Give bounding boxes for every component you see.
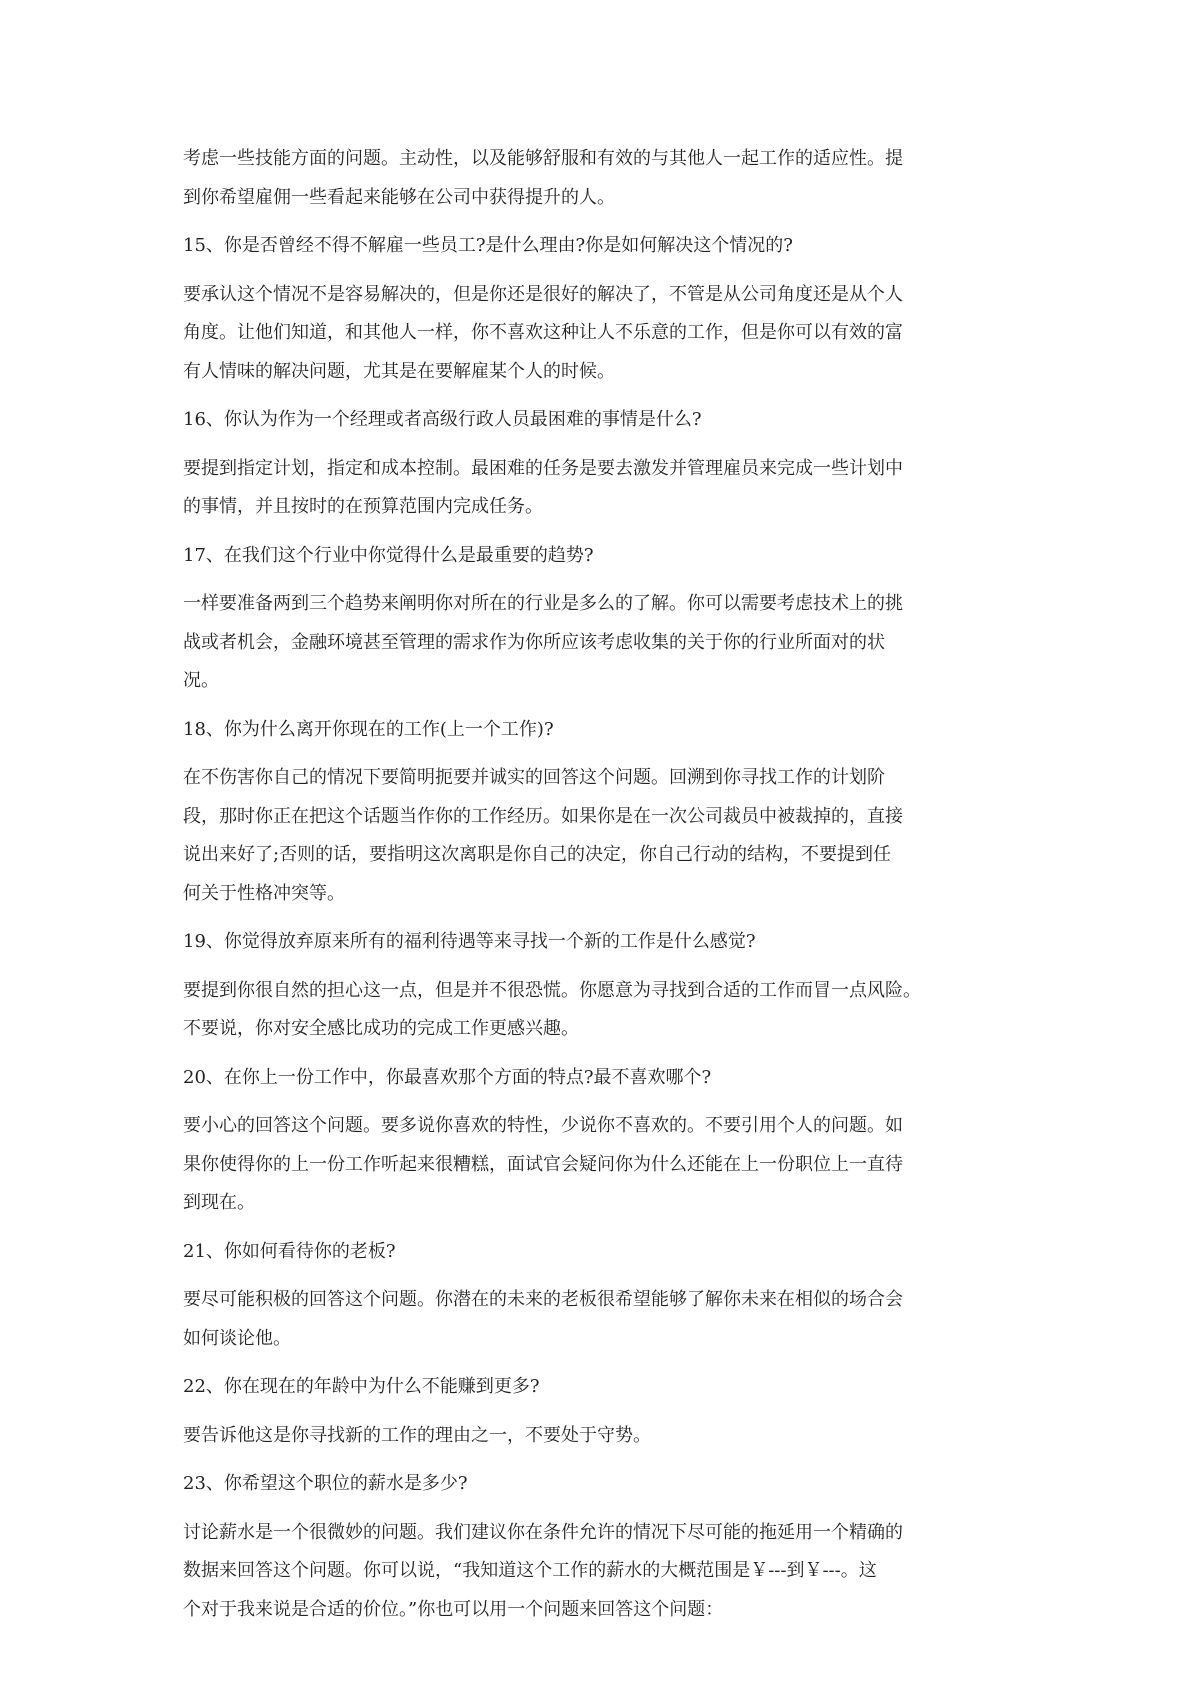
answer-paragraph: 一样要准备两到三个趋势来阐明你对所在的行业是多么的了解。你可以需要考虑技术上的挑 战或者机会，金融环境甚至管理的需求作为你所应该考虑收集的关于你的行业所面对的状 况。: [183, 593, 903, 691]
question-heading: 16、你认为作为一个经理或者高级行政人员最困难的事情是什么?: [183, 409, 702, 430]
answer-paragraph: 要承认这个情况不是容易解决的，但是你还是很好的解决了，不管是从公司角度还是从个人 角度。让他们知道，和其他人一样，你不喜欢这种让人不乐意的工作，但是你可以有效的富 有人情味的解决问题，尤其是在要解雇某个人的时候。: [183, 283, 903, 382]
question-heading: 17、在我们这个行业中你觉得什么是最重要的趋势?: [183, 544, 594, 566]
question-heading: 15、你是否曾经不得不解雇一些员工?是什么理由?你是如何解决这个情况的?: [183, 235, 793, 256]
answer-paragraph: 要提到指定计划，指定和成本控制。最困难的任务是要去激发并管理雇员来完成一些计划中 的事情，并且按时的在预算范围内完成任务。: [183, 457, 903, 517]
answer-paragraph: 要尽可能积极的回答这个问题。你潜在的未来的老板很希望能够了解你未来在相似的场合会 如何谈论他。: [183, 1289, 903, 1349]
question-heading: 21、你如何看待你的老板?: [183, 1240, 396, 1262]
answer-paragraph: 在不伤害你自己的情况下要简明扼要并诚实的回答这个问题。回溯到你寻找工作的计划阶 段，那时你正在把这个话题当作你的工作经历。如果你是在一次公司裁员中被裁掉的，直接 说出来好了;否则的话，要指明这次离职是你自己的决定，你自己行动的结构，不要提到任 何关于性格冲突等。: [183, 767, 903, 904]
answer-paragraph: 要告诉他这是你寻找新的工作的理由之一，不要处于守势。: [183, 1424, 651, 1446]
answer-paragraph: 讨论薪水是一个很微妙的问题。我们建议你在条件允许的情况下尽可能的拖延用一个精确的 数据来回答这个问题。你可以说，“我知道这个工作的薪水的大概范围是￥---到￥---。这 个对于我来说是合适的价位。”你也可以用一个问题来回答这个问题：: [183, 1521, 903, 1620]
answer-paragraph: 考虑一些技能方面的问题。主动性，以及能够舒服和有效的与其他人一起工作的适应性。提 到你希望雇佣一些看起来能够在公司中获得提升的人。: [183, 148, 903, 208]
answer-paragraph: 要小心的回答这个问题。要多说你喜欢的特性，少说你不喜欢的。不要引用个人的问题。如 果你使得你的上一份工作听起来很糟糕，面试官会疑问你为什么还能在上一份职位上一直待 到现在。: [183, 1115, 903, 1213]
question-heading: 22、你在现在的年龄中为什么不能赚到更多?: [183, 1376, 540, 1397]
document-page: [183, 140, 1028, 1629]
question-heading: 18、你为什么离开你现在的工作(上一个工作)?: [183, 718, 554, 740]
question-heading: 19、你觉得放弃原来所有的福利待遇等来寻找一个新的工作是什么感觉?: [183, 931, 756, 952]
question-heading: 23、你希望这个职位的薪水是多少?: [183, 1473, 468, 1494]
question-heading: 20、在你上一份工作中，你最喜欢那个方面的特点?最不喜欢哪个?: [183, 1066, 712, 1088]
answer-paragraph: 要提到你很自然的担心这一点，但是并不很恐慌。你愿意为寻找到合适的工作而冒一点风险。 不要说，你对安全感比成功的完成工作更感兴趣。: [183, 979, 921, 1039]
